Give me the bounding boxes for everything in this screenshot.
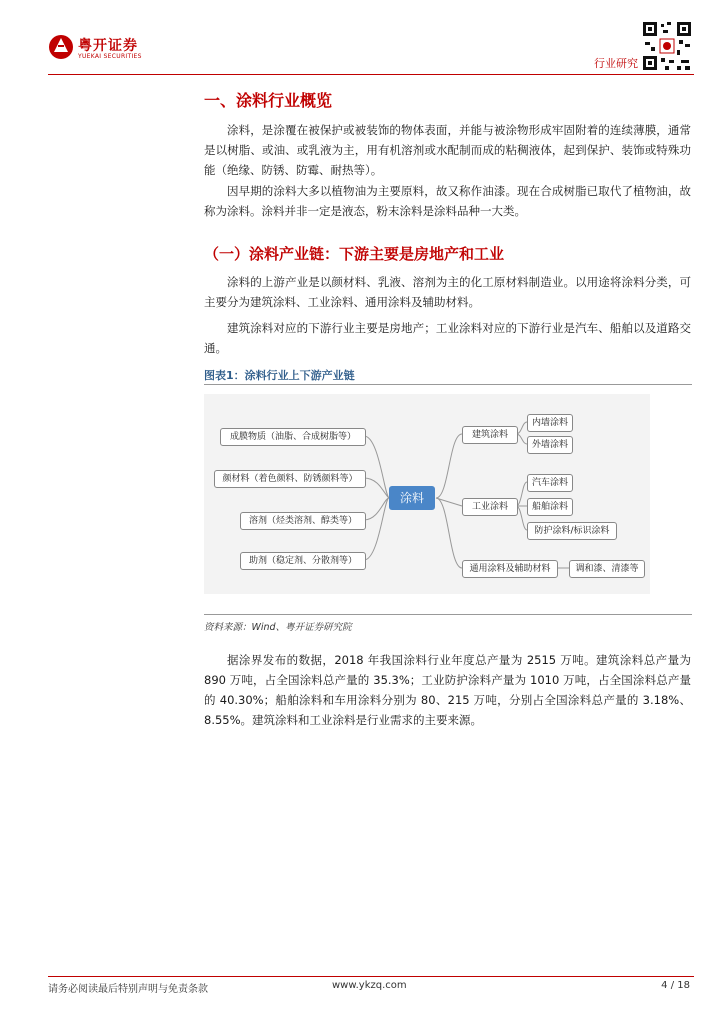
right-node: 汽车涂料 xyxy=(527,474,573,492)
logo-emblem-icon xyxy=(48,32,74,62)
mid-node: 工业涂料 xyxy=(462,498,518,516)
logo-text-cn: 粤开证券 xyxy=(78,38,138,54)
figure-divider xyxy=(204,384,692,385)
footer-website[interactable]: www.ykzq.com xyxy=(332,980,407,991)
figure-title: 图表1：涂料行业上下游产业链 xyxy=(204,369,355,382)
right-node: 防护涂料/标识涂料 xyxy=(527,522,617,540)
section-heading: 一、涂料行业概览 xyxy=(204,91,333,110)
right-node: 内墙涂料 xyxy=(527,414,573,432)
header-divider xyxy=(48,74,694,75)
logo-text-en: YUEKAI SECURITIES xyxy=(78,53,142,60)
paragraph: 建筑涂料对应的下游行业主要是房地产；工业涂料对应的下游行业是汽车、船舶以及道路交通。 xyxy=(204,321,691,355)
paragraph: 涂料，是涂覆在被保护或被装饰的物体表面，并能与被涂物形成牢固附着的连续薄膜，通常是以树脂、或油、或乳液为主，用有机溶剂或水配制而成的粘稠液体，起到保护、装饰或特殊功能（绝缘、防锈、防霉、耐热等）。 xyxy=(204,123,691,177)
figure-divider xyxy=(204,614,692,615)
company-logo xyxy=(48,32,168,72)
footer-disclaimer[interactable]: 请务必阅读最后特别声明与免责条款 xyxy=(48,984,208,995)
page-number: 4 / 18 xyxy=(661,980,690,991)
footer-divider xyxy=(48,976,694,977)
figure-source: 资料来源：Wind、粤开证券研究院 xyxy=(204,622,352,633)
right-node: 外墙涂料 xyxy=(527,436,573,454)
industry-chain-diagram xyxy=(204,394,650,594)
paragraph: 涂料的上游产业是以颜材料、乳液、溶剂为主的化工原材料制造业。以用途将涂料分类，可主要分为建筑涂料、工业涂料、通用涂料及辅助材料。 xyxy=(204,275,691,309)
left-node: 助剂（稳定剂、分散剂等） xyxy=(240,552,366,570)
center-node: 涂料 xyxy=(389,486,435,510)
header-label: 行业研究 xyxy=(594,57,638,70)
subsection-heading: （一）涂料产业链：下游主要是房地产和工业 xyxy=(204,245,505,263)
right-node: 船舶涂料 xyxy=(527,498,573,516)
left-node: 颜材料（着色颜料、防锈颜料等） xyxy=(214,470,366,488)
mid-node: 建筑涂料 xyxy=(462,426,518,444)
qr-code-icon xyxy=(641,20,693,72)
left-node: 溶剂（烃类溶剂、醇类等） xyxy=(240,512,366,530)
paragraph: 据涂界发布的数据，2018 年我国涂料行业年度总产量为 2515 万吨。建筑涂料总产量为 890 万吨，占全国涂料总产量的 35.3%；工业防护涂料产量为 1010 万吨，占全国涂料总产量的 40.30%；船舶涂料和车用涂料分别为 80、215 万吨，分别占全国涂料总产量的 3.18%、8.55%。建筑涂料和工业涂料是行业需求的主要来源。 xyxy=(204,653,691,727)
mid-node: 通用涂料及辅助材料 xyxy=(462,560,558,578)
right-node: 调和漆、清漆等 xyxy=(569,560,645,578)
left-node: 成膜物质（油脂、合成树脂等） xyxy=(220,428,366,446)
paragraph: 因早期的涂料大多以植物油为主要原料，故又称作油漆。现在合成树脂已取代了植物油，故称为涂料。涂料并非一定是液态，粉末涂料是涂料品种一大类。 xyxy=(204,184,691,218)
